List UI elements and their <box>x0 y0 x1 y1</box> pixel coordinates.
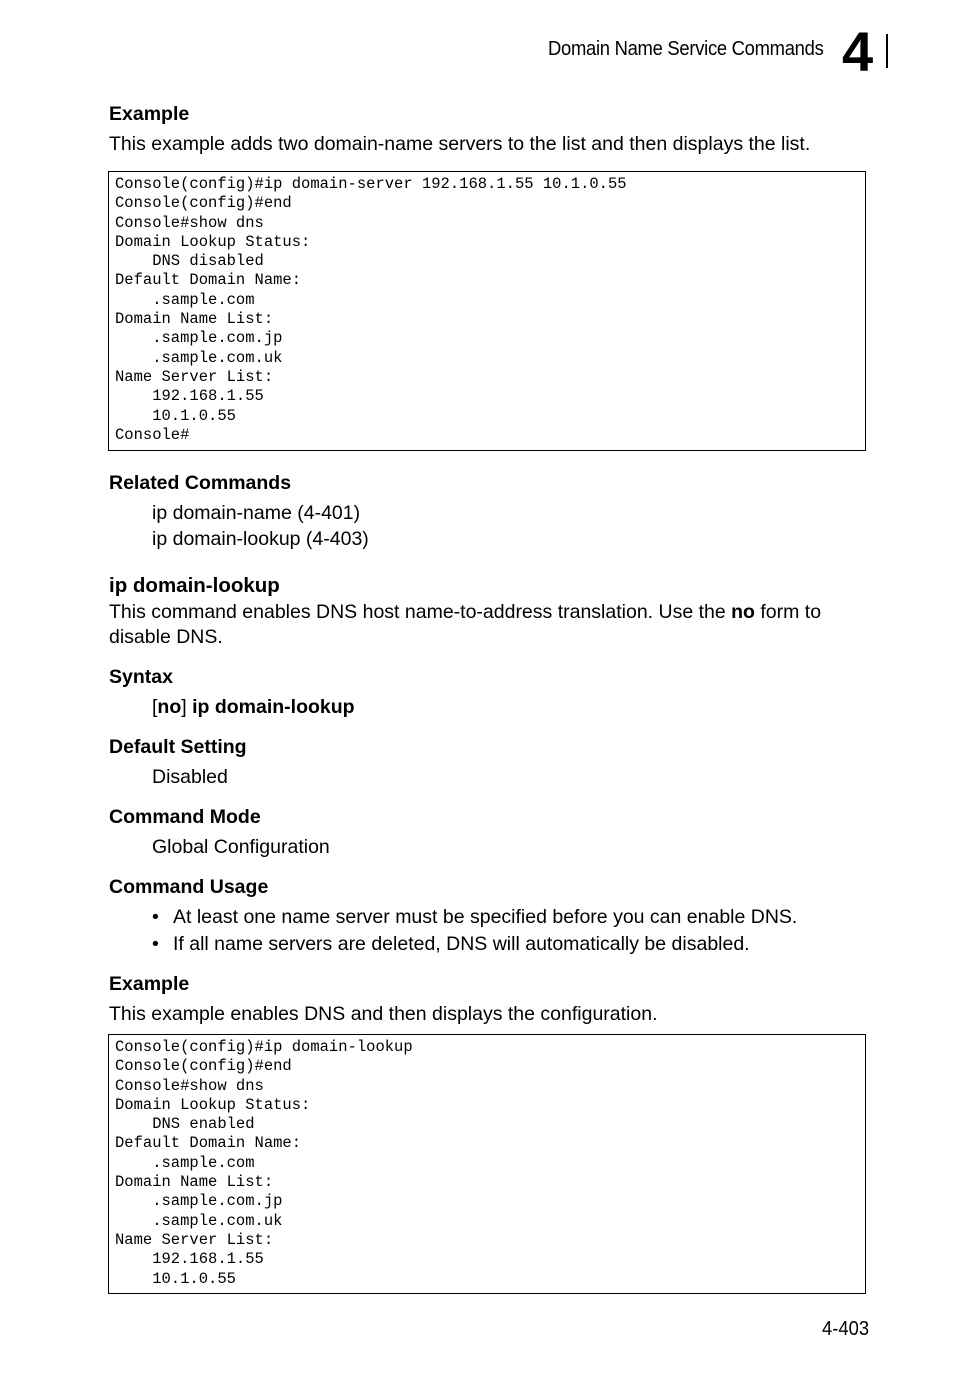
example-description: This example adds two domain-name servers to the list and then displays the list. <box>109 133 811 155</box>
syntax-heading: Syntax <box>109 666 173 688</box>
example-heading: Example <box>109 973 190 995</box>
syntax-line: [no] ip domain-lookup <box>152 696 355 718</box>
default-setting-value: Disabled <box>152 766 228 788</box>
code-example-1: Console(config)#ip domain-server 192.168.1.55 10.1.0.55 Console(config)#end Console#show dns Domain Lookup Status: DNS disabled Default Domain Name: .sample.com Domain Name List: .sample.com.jp .sample.com.uk Name Server List: 192.168.1.55 10.1.0.55 Console# <box>108 171 866 451</box>
chapter-rule <box>886 34 888 68</box>
default-setting-heading: Default Setting <box>109 736 247 758</box>
usage-bullet: • At least one name server must be specified before you can enable DNS. <box>152 906 798 928</box>
command-usage-heading: Command Usage <box>109 876 269 898</box>
command-description: This command enables DNS host name-to-address translation. Use the no form to disable DNS. <box>109 601 822 648</box>
example-description: This example enables DNS and then displays the configuration. <box>109 1003 658 1025</box>
related-command-link[interactable]: ip domain-name (4-401) <box>152 502 361 524</box>
usage-bullet: • If all name servers are deleted, DNS will automatically be disabled. <box>152 933 750 955</box>
running-header-title: Domain Name Service Commands <box>548 38 824 60</box>
command-title: ip domain-lookup <box>109 574 280 597</box>
command-mode-value: Global Configuration <box>152 836 330 858</box>
chapter-number: 4 <box>842 20 874 83</box>
page-number: 4-403 <box>822 1318 870 1340</box>
related-command-link[interactable]: ip domain-lookup (4-403) <box>152 528 369 550</box>
related-commands-heading: Related Commands <box>109 472 292 494</box>
code-example-2: Console(config)#ip domain-lookup Console(config)#end Console#show dns Domain Lookup Status: DNS enabled Default Domain Name: .sample.com Domain Name List: .sample.com.jp .sample.com.uk Name Server List: 192.168.1.55 10.1.0.55 <box>108 1034 866 1294</box>
example-heading: Example <box>109 103 190 125</box>
command-mode-heading: Command Mode <box>109 806 261 828</box>
